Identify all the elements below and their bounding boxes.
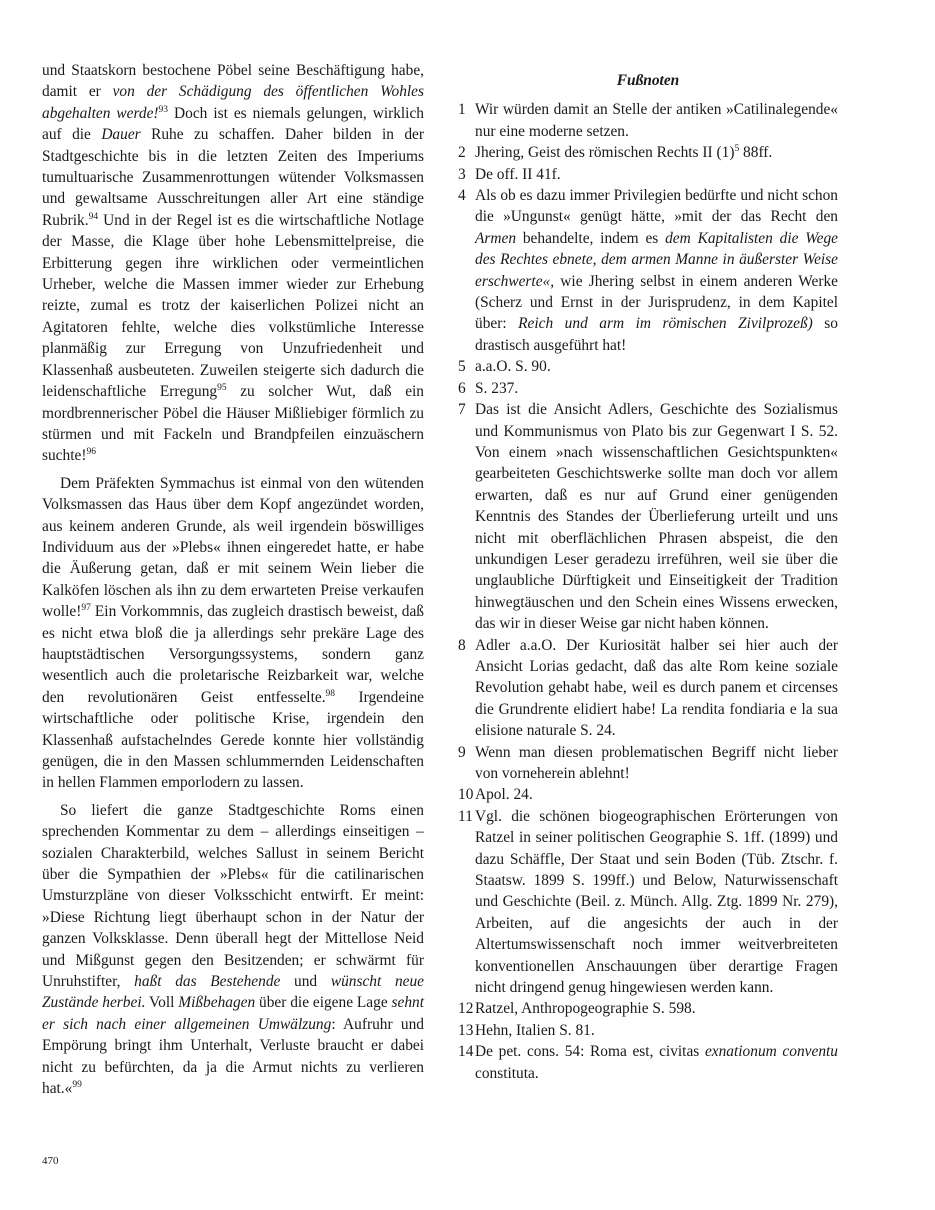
footnote-number: 1 [458,101,466,119]
footnote-4 [458,185,838,356]
italic-run: von der Schädigung des öffentlichen Wohles abgehalten werde! [42,83,425,122]
text-run: Wir würden damit an Stelle der antiken »Catilinalegende« nur eine moderne setzen. [475,101,838,140]
footnote-number: 10 [458,786,474,804]
footnotes-column [458,70,838,1084]
italic-run: haßt das Bestehende [134,973,281,991]
text-run: Irgendeine wirtschaftliche oder politische Krise, irgendein den Klassenhaß aufstachelndes Gerede konnte hier vollständig genügen, die in den Massen schlummernden Leidenschaften in hellen Flammen emporlodern zu lassen. [42,688,424,792]
text-run: Ratzel, Anthropogeographie S. 598. [475,1000,696,1018]
footnote-number: 3 [458,165,466,183]
footnote-number: 8 [458,636,466,654]
text-run: über die eigene Lage [255,994,392,1012]
footnote-number: 2 [458,144,466,162]
text-run: Apol. 24. [475,786,533,804]
paragraph-3 [42,800,424,1100]
footnote-reference: 99 [72,1079,82,1090]
footnote-reference: 5 [734,144,740,155]
text-run: so drastisch ausgeführt hat! [475,315,838,354]
text-run: Doch ist es niemals gelungen, wirklich auf die [42,104,424,144]
text-run: Das ist die Ansicht Adlers, Geschichte des Sozialismus und Kommunismus von Plato bis zur Gegenwart I S. 52. Von einem »nach wissenschaftlichen Gesichtspunkten« gearbeiteten Geschichtswerke sollte man doch vor allem erwarten, daß es nur auf Grund einer genügenden Kenntnis des Standes der Überlieferung urteilt und uns nicht mit oberflächlichen Phrasen abspeist, die den unkundigen Leser geradezu irreführen, weil sie über die unglaubliche Dürftigkeit und Einseitigkeit der Tradition hinwegtäuschen und den Schein eines Wissens erwecken, das wir in dieser Weise gar nicht haben können. [475,401,838,633]
footnotes-heading: Fußnoten [616,72,680,89]
footnote-reference: 94 [88,211,99,222]
footnote-2 [458,142,838,163]
footnote-number: 12 [458,1000,474,1018]
footnote-5 [458,356,838,377]
text-run: Jhering, Geist des römischen Rechts II (1) [475,144,735,162]
paragraph-1 [42,60,424,467]
footnote-6 [458,378,838,399]
footnote-number: 14 [458,1043,474,1061]
footnote-number: 4 [458,187,466,205]
footnote-number: 6 [458,379,466,397]
footnote-reference: 98 [325,688,336,699]
footnote-13 [458,1020,838,1041]
text-run: S. 237. [475,379,519,397]
text-run: und [280,973,331,991]
text-run: Als ob es dazu immer Privilegien bedürfte und nicht schon die »Ungunst« genügt hätte, »mit der das Recht den [475,187,838,226]
main-text-column [42,60,424,1106]
italic-run: Mißbehagen [178,994,256,1012]
text-run: a.a.O. S. 90. [475,358,551,376]
footnote-14 [458,1041,838,1084]
text-run: De pet. cons. 54: Roma est, civitas [475,1043,705,1061]
footnote-9 [458,742,838,785]
italic-run: Armen [475,229,517,247]
footnote-10 [458,784,838,805]
text-run: Und in der Regel ist es die wirtschaftliche Notlage der Masse, die Klage über hohe Lebensmittelpreise, die Erbitterung gegen ihre wirklichen oder vermeintlichen Urheber, welche die Massen immer wieder zur Erhebung reizte, zumal es trotz der kaiserlichen Polizei nicht an Agitatoren fehlte, welche dies volkstümliche Interesse planmäßig zur Erregung von Unzufriedenheit und Klassenhaß ausbeuteten. Zuweilen steigerte sich dadurch die leidenschaftliche Erregung [42,211,424,401]
text-run: behandelte, indem es [516,229,666,247]
text-run: constituta. [475,1064,539,1082]
footnote-reference: 96 [86,447,96,458]
footnote-reference: 93 [158,104,169,115]
text-run: De off. II 41f. [475,165,561,183]
text-run: und Staatskorn bestochene Pöbel seine Beschäftigung habe, damit er [42,62,424,101]
text-run: 88ff. [739,144,773,162]
footnote-number: 5 [458,358,466,376]
italic-run: Reich und arm im römischen Zivilprozeß) [518,315,813,333]
footnote-3 [458,164,838,185]
italic-run: wünscht neue Zustände herbei. [42,973,425,1012]
paragraph-2 [42,473,424,794]
footnote-number: 7 [458,401,466,419]
text-run: Voll [145,994,179,1012]
italic-run: Dauer [101,126,141,144]
text-run: Dem Präfekten Symmachus ist einmal von den wütenden Volksmassen das Haus über dem Kopf angezündet worden, aus keinem anderen Grunde, als weil irgendein böswilliges Individuum aus der »Plebs« ihnen eingeredet hatte, er habe die Äußerung getan, daß er mit seinem Wein lieber die Kalköfen löschen als ihn zu dem erwarteten Preise verkaufen wolle! [42,474,424,621]
footnote-reference: 97 [81,603,91,614]
text-run: Adler a.a.O. Der Kuriosität halber sei hier auch der Ansicht Lorias gedacht, daß das alte Rom keine soziale Revolution gehabt habe, weil es durch panem et circenses die Grundrente elidiert habe! La rendita fondiaria e la sua elisione naturale S. 24. [475,636,838,740]
page-number: 470 [42,1155,59,1167]
footnote-8 [458,635,838,742]
footnote-7 [458,399,838,634]
text-run: Wenn man diesen problematischen Begriff nicht lieber von vorneherein ablehnt! [475,743,838,782]
italic-run: dem Kapitalisten die Wege des Rechtes ebnete, dem armen Manne in äußerster Weise erschwerte«, [475,229,839,290]
italic-run: sehnt er sich nach einer allgemeinen Umwälzung [42,994,424,1033]
footnote-1 [458,99,838,142]
footnote-list [458,99,838,1084]
text-run: wie Jhering selbst in einem anderen Werke (Scherz und Ernst in der Jurisprudenz, in dem Kapitel über: [475,272,838,333]
italic-run: exnationum conventu [704,1043,838,1061]
footnote-number: 13 [458,1021,474,1039]
text-run: Ruhe zu schaffen. Daher bilden in der Stadtgeschichte bis in die letzten Zeiten des Imperiums tumultuarische Zusammenrottungen wütender Volksmassen und gewaltsame Ausschreitungen aller Art eine ständige Rubrik. [42,126,424,229]
text-run: So liefert die ganze Stadtgeschichte Roms einen sprechenden Kommentar zu dem – allerdings einseitigen – sozialen Charakterbild, welches Sallust in seinem Bericht über die Sympathien der »Plebs« für die catilinarischen Umsturzpläne von dieser Volksschicht entwirft. Er meint: »Diese Richtung liegt überhaupt schon in der Natur der ganzen Volksklasse. Denn überall hegt der Mittellose Neid und Mißgunst gegen den Besitzenden; er schwärmt für Unruhstifter, [42,801,424,991]
text-run: Ein Vorkommnis, das zugleich drastisch beweist, daß es nicht etwa bloß die ja allerdings sehr prekäre Lage des hauptstädtischen Versorgungssystems, sondern ganz wesentlich auch die proletarische Reizbarkeit war, welche den revolutionären Geist entfesselte. [42,603,424,706]
text-run: : Aufruhr und Empörung bringt ihm Unterhalt, Verluste braucht er dabei nicht zu befürchten, da ja die Armut nichts zu verlieren hat.« [42,1015,424,1098]
text-run: Hehn, Italien S. 81. [475,1021,595,1039]
footnote-number: 9 [458,743,466,761]
footnote-reference: 95 [217,382,227,393]
footnote-12 [458,998,838,1019]
footnote-11 [458,806,838,999]
footnote-number: 11 [458,807,473,825]
text-run: Vgl. die schönen biogeographischen Erörterungen von Ratzel in seiner politischen Geographie S. 1ff. (1899) und dazu Schäffle, Der Staat und sein Boden (Tüb. Ztschr. f. Staatsw. 1899 S. 199ff.) und Below, Naturwissenschaft und Geschichte (Beil. z. Münch. Allg. Ztg. 1899 Nr. 279), Arbeiten, auf die angesichts der auch in der Altertumswissenschaft noch immer weitverbreiteten konventionellen Anschauungen über derartige Fragen nicht dringend genug hingewiesen werden kann. [475,807,838,997]
text-run: zu solcher Wut, daß ein mordbrennerischer Pöbel die Häuser Mißliebiger förmlich zu stürmen und mit Fackeln und Brandpfeilen einzuäschern suchte! [42,383,425,465]
